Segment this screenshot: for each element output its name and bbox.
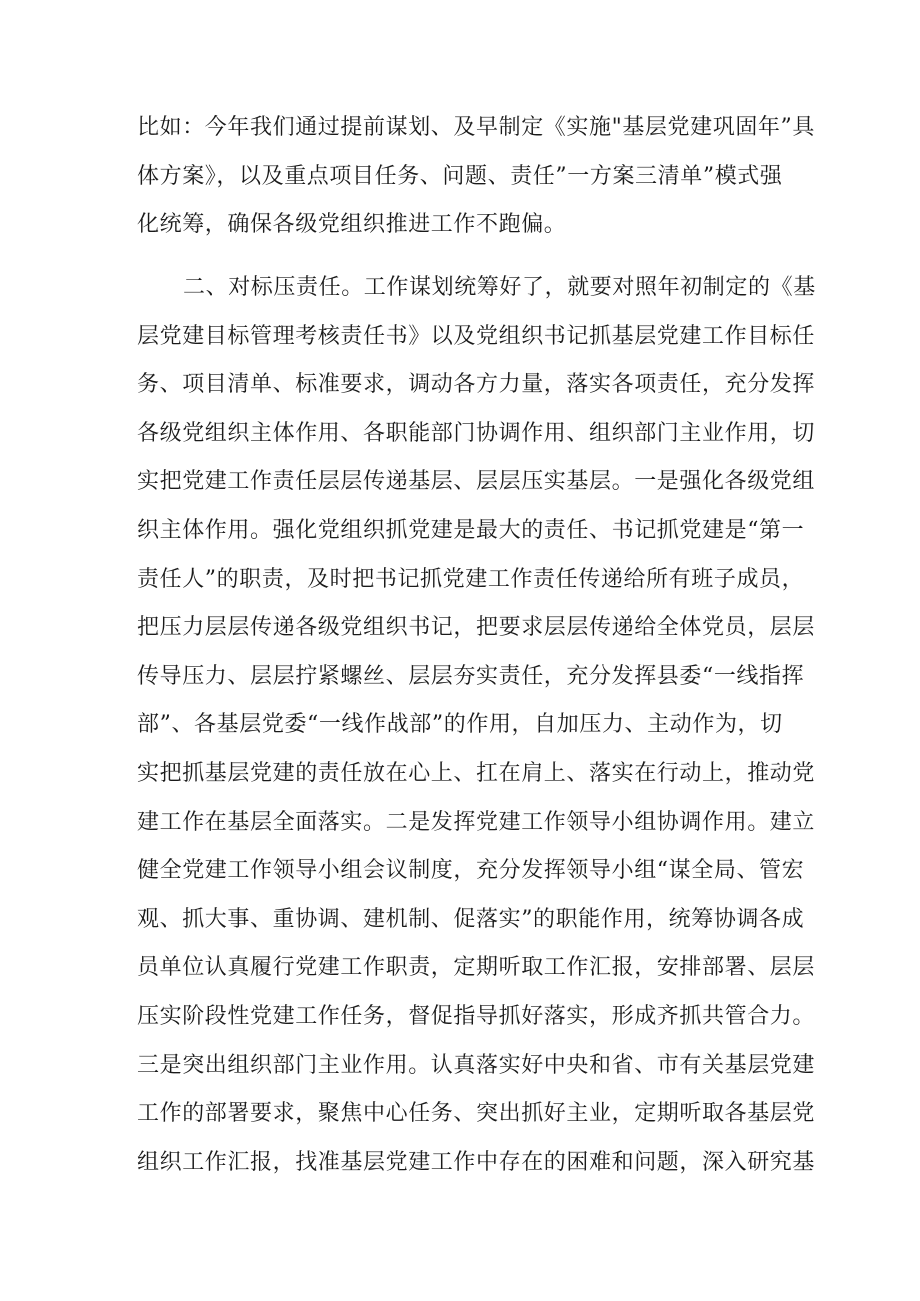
text-line: 织主体作用。强化党组织抓党建是最大的责任、书记抓党建是“第一 xyxy=(137,517,805,543)
text-line: 三是突出组织部门主业作用。认真落实好中央和省、市有关基层党建 xyxy=(137,1052,816,1078)
text-line: 务、项目清单、标准要求，调动各方力量，落实各项责任，充分发挥 xyxy=(137,372,816,398)
text-line: 部”、各基层党委“一线作战部”的作用，自加压力、主动作为，切 xyxy=(137,712,783,738)
text-line: 健全党建工作领导小组会议制度，充分发挥领导小组“谋全局、管宏 xyxy=(137,858,805,884)
text-line: 观、抓大事、重协调、建机制、促落实”的职能作用，统筹协调各成 xyxy=(137,906,805,932)
text-line: 压实阶段性党建工作任务，督促指导抓好落实，形成齐抓共管合力。 xyxy=(137,1003,816,1029)
text-line: 传导压力、层层拧紧螺丝、层层夯实责任，充分发挥县委“一线指挥 xyxy=(137,663,805,689)
text-line: 组织工作汇报，找准基层党建工作中存在的困难和问题，深入研究基 xyxy=(137,1149,816,1175)
text-line: 工作的部署要求，聚焦中心任务、突出抓好主业，定期听取各基层党 xyxy=(137,1101,816,1127)
text-line: 层党建目标管理考核责任书》以及党组织书记抓基层党建工作目标任 xyxy=(137,323,816,349)
text-line: 体方案》，以及重点项目任务、问题、责任”一方案三清单”模式强 xyxy=(137,163,783,189)
text-line: 责任人”的职责，及时把书记抓党建工作责任传递给所有班子成员， xyxy=(137,566,805,592)
text-line: 化统筹，确保各级党组织推进工作不跑偏。 xyxy=(137,212,567,238)
text-line: 实把党建工作责任层层传递基层、层层压实基层。一是强化各级党组 xyxy=(137,469,816,495)
text-line: 员单位认真履行党建工作职责，定期听取工作汇报，安排部署、层层 xyxy=(137,955,816,981)
text-line: 二、对标压责任。工作谋划统筹好了，就要对照年初制定的《基 xyxy=(183,275,816,300)
text-line: 建工作在基层全面落实。二是发挥党建工作领导小组协调作用。建立 xyxy=(137,809,816,835)
text-line: 比如：今年我们通过提前谋划、及早制定《实施"基层党建巩固年”具 xyxy=(137,115,815,140)
text-line: 实把抓基层党建的责任放在心上、扛在肩上、落实在行动上，推动党 xyxy=(137,760,816,786)
paragraph-1 xyxy=(137,104,815,250)
paragraph-2 xyxy=(137,264,816,1187)
text-line: 各级党组织主体作用、各职能部门协调作用、组织部门主业作用，切 xyxy=(137,420,816,446)
text-line: 把压力层层传递各级党组织书记，把要求层层传递给全体党员，层层 xyxy=(137,615,816,641)
